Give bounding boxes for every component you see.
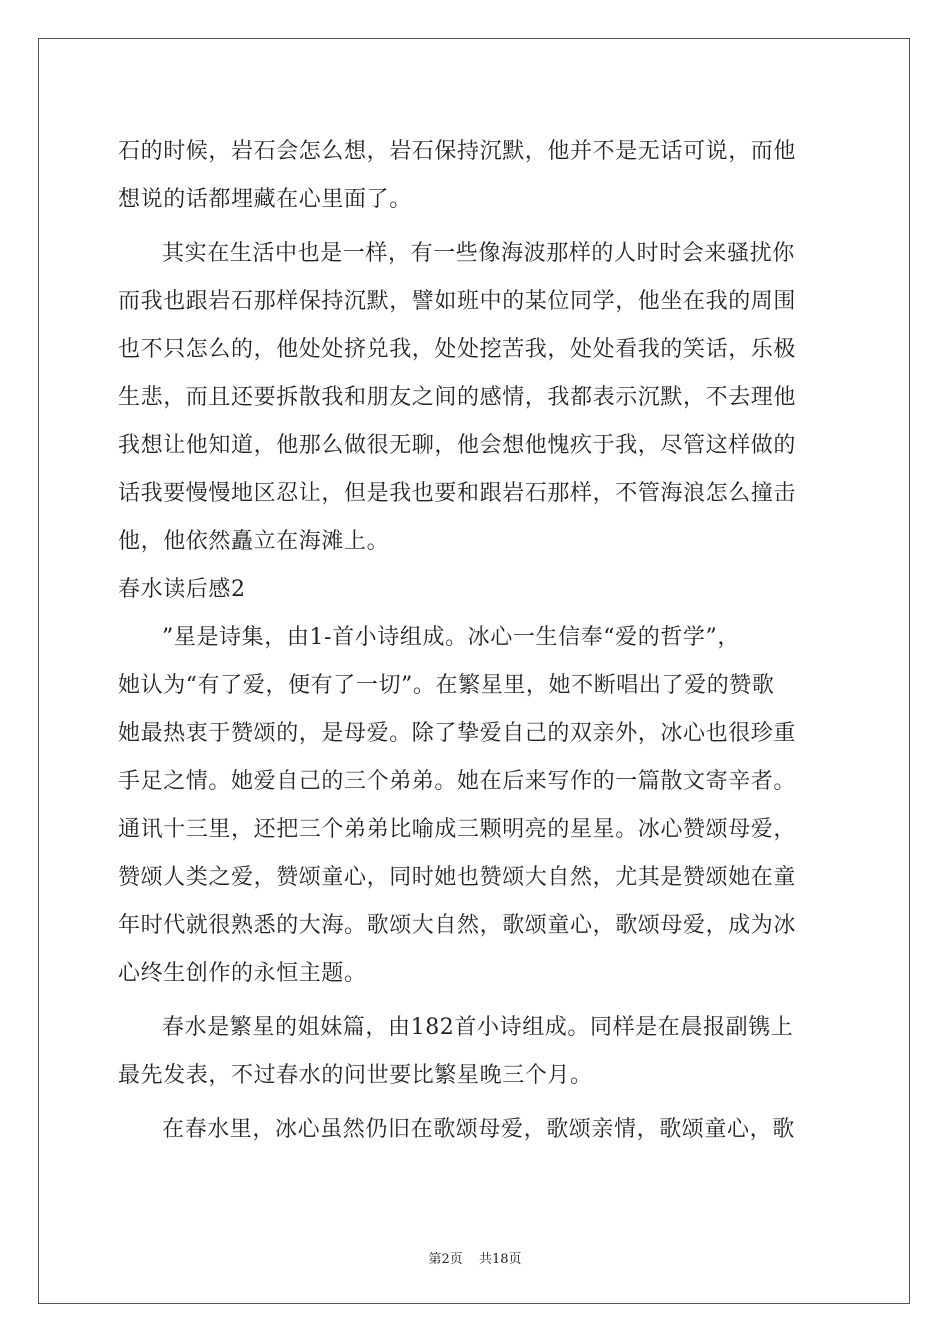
text-line: 而我也跟岩石那样保持沉默，譬如班中的某位同学，他坐在我的周围 bbox=[118, 289, 797, 314]
text-line: 石的时候，岩石会怎么想，岩石保持沉默，他并不是无话可说，而他 bbox=[118, 139, 797, 164]
page-footer bbox=[0, 1248, 950, 1267]
text-line: 春水读后感2 bbox=[118, 577, 246, 602]
text-line: 赞颂人类之爱，赞颂童心，同时她也赞颂大自然，尤其是赞颂她在童 bbox=[118, 865, 797, 890]
text-line: ”星是诗集，由1-首小诗组成。冰心一生信奉“爱的哲学”， bbox=[162, 625, 740, 650]
text-line: 她认为“有了爱，便有了一切”。在繁星里，她不断唱出了爱的赞歌 bbox=[118, 673, 775, 698]
text-line: 生悲，而且还要拆散我和朋友之间的感情，我都表示沉默，不去理他 bbox=[118, 385, 797, 410]
text-line: 她最热衷于赞颂的，是母爱。除了挚爱自己的双亲外，冰心也很珍重 bbox=[118, 721, 797, 746]
text-line: 想说的话都埋藏在心里面了。 bbox=[118, 187, 412, 212]
text-line: 话我要慢慢地区忍让，但是我也要和跟岩石那样，不管海浪怎么撞击 bbox=[118, 481, 797, 506]
text-line: 也不只怎么的，他处处挤兑我，处处挖苦我，处处看我的笑话，乐极 bbox=[118, 337, 797, 362]
text-line: 春水是繁星的姐妹篇，由182首小诗组成。同样是在晨报副镌上 bbox=[162, 1015, 794, 1040]
text-line: 我想让他知道，他那么做很无聊，他会想他愧疚于我，尽管这样做的 bbox=[118, 433, 797, 458]
document-body bbox=[118, 128, 834, 1154]
page-number: 第2页 bbox=[428, 1252, 463, 1267]
text-line: 在春水里，冰心虽然仍旧在歌颂母爱，歌颂亲情，歌颂童心，歌 bbox=[162, 1117, 795, 1142]
text-line: 通讯十三里，还把三个弟弟比喻成三颗明亮的星星。冰心赞颂母爱， bbox=[118, 817, 797, 842]
text-line: 手足之情。她爱自己的三个弟弟。她在后来写作的一篇散文寄辛者。 bbox=[118, 769, 797, 794]
text-line: 年时代就很熟悉的大海。歌颂大自然，歌颂童心，歌颂母爱，成为冰 bbox=[118, 913, 797, 938]
text-line: 其实在生活中也是一样，有一些像海波那样的人时时会来骚扰你 bbox=[162, 241, 795, 266]
text-line: 心终生创作的永恒主题。 bbox=[118, 961, 367, 986]
page-total: 共18页 bbox=[478, 1252, 522, 1267]
text-line: 他，他依然矗立在海滩上。 bbox=[118, 529, 390, 554]
text-line: 最先发表，不过春水的问世要比繁星晚三个月。 bbox=[118, 1063, 593, 1088]
